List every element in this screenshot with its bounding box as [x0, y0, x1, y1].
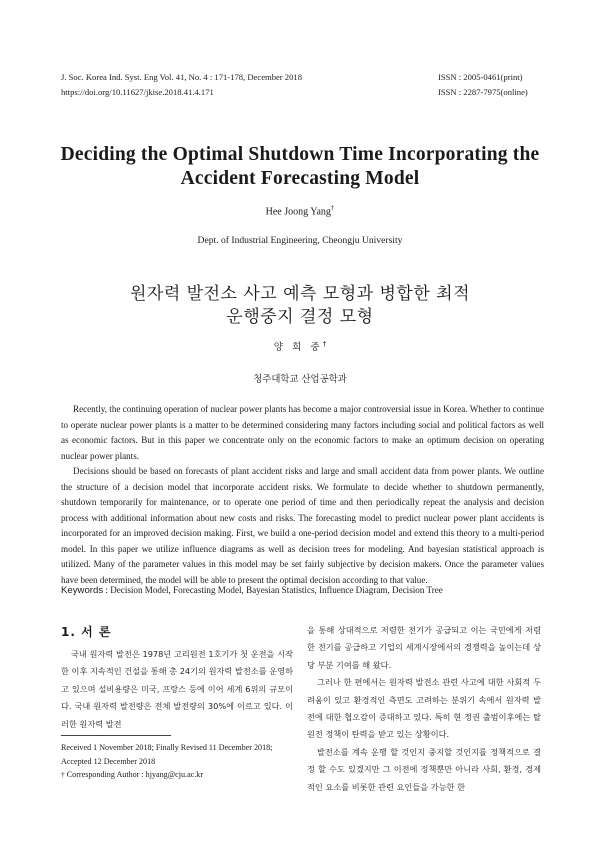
keywords: [61, 585, 544, 596]
author-korean: [0, 339, 600, 353]
corresponding-author: [61, 768, 293, 782]
title-ko-line-1: 원자력 발전소 사고 예측 모형과 병합한 최적: [129, 284, 471, 304]
issn-block: [438, 70, 558, 100]
affiliation-korean: 청주대학교 산업공학과: [253, 374, 347, 385]
footnote-mark: †: [61, 770, 65, 779]
issn-print: ISSN : 2005-0461(print): [438, 72, 523, 82]
title-en-line-1: Deciding the Optimal Shutdown Time Incorporating the: [60, 144, 540, 165]
title-ko-line-2: 운행중지 결정 모형: [226, 307, 374, 327]
paper-title-english: [40, 143, 560, 191]
abstract-paragraph-1: Recently, the continuing operation of nuclear power plants has become a major controversial issue in Korea. Whether to continue to operate nuclear power plants is a matter to be determined considering many factors including social and political factors as well as economic factors. But in this paper we concentrate only on the economic factors to make an optimum decision on operating nuclear power plants.: [61, 404, 544, 461]
corresponding-mark: †: [330, 204, 335, 212]
author-name-ko: 양 희 중: [273, 342, 323, 353]
body-column-left: [61, 646, 293, 733]
footnote-divider: [61, 735, 171, 736]
received-dates: Received 1 November 2018; Finally Revised 11 December 2018; Accepted 12 December 2018: [61, 743, 273, 766]
journal-header: [61, 70, 391, 100]
doi-link[interactable]: https://doi.org/10.11627/jkise.2018.41.4.171: [61, 87, 214, 97]
paper-title-korean: [40, 283, 560, 329]
intro-paragraph-2: 그러나 한 편에서는 원자력 발전소 관련 사고에 대한 사회적 두려움이 있고 환경적인 측면도 고려하는 분위기 속에서 원자력 발전에 대한 협오감이 증대하고 있다. 특히 현 정권 출범이후에는 탈 원전 정책이 탄력을 받고 있는 상황이다.: [307, 677, 541, 740]
section-heading-introduction: 1. 서 론: [61, 625, 112, 639]
abstract-paragraph-2: Decisions should be based on forecasts of plant accident risks and large and small accident data from power plants. We outline the structure of a decision model that incorporate accident risks. We formulate to decide whether to shutdown permanently, shutdown temporarily for maintenance, or to operate one period of time and then periodically repeat the analysis and decision process with additional information about new costs and risks. The forecasting model to predict nuclear power plant accidents is incorporated for an improved decision making. First, we build a one-period decision model and extend this theory to a multi-period model. In this paper we utilize influence diagrams as well as decision trees for modeling. And bayesian statistical approach is utilized. Many of the parameter values in this model may be set fairly subjective by decision makers. Once the parameter values have been determined, the model will be able to present the optimal decision according to that value.: [61, 466, 544, 585]
intro-paragraph-1: 국내 원자력 발전은 1978년 고리원전 1호기가 첫 운전을 시작한 이후 지속적인 건설을 통해 총 24기의 원자력 발전소를 운영하고 있으며 설비용량은 미국, 프랑스 등에 이어 세계 6위의 규모이다. 국내 원자력 발전량은 전체 발전량의 30%에 이르고 있다. 이러한 원자력 발전: [61, 649, 293, 729]
keywords-label: Keywords: [61, 585, 104, 596]
abstract: [61, 402, 544, 588]
title-en-line-2: Accident Forecasting Model: [180, 168, 420, 189]
corresponding-email[interactable]: Corresponding Author : hjyang@cju.ac.kr: [64, 770, 204, 779]
author-english: [0, 204, 600, 217]
intro-paragraph-3: 발전소를 계속 운행 할 것인지 중지할 것인지를 정책적으로 결정 할 수도 있겠지만 그 이전에 정책뿐만 아니라 사회, 환경, 경제적인 요소를 비롯한 관련 요인들을 가능한 한: [307, 746, 541, 792]
footnote: [61, 741, 293, 782]
journal-citation: J. Soc. Korea Ind. Syst. Eng Vol. 41, No. 4 : 171-178, December 2018: [61, 72, 302, 82]
issn-online: ISSN : 2287-7975(online): [438, 87, 528, 97]
corresponding-mark-ko: †: [322, 339, 327, 348]
affiliation-english: Dept. of Industrial Engineering, Cheongju University: [197, 235, 403, 246]
keywords-text: : Decision Model, Forecasting Model, Bayesian Statistics, Influence Diagram, Decision Tree: [103, 585, 443, 595]
intro-paragraph-1-cont: 을 통해 상대적으로 저렴한 전기가 공급되고 이는 국민에게 저렴한 전기를 공급하고 기업의 세계시장에서의 경쟁력을 높이는데 상당 부분 기여를 해 왔다.: [307, 625, 541, 670]
body-column-right: [307, 622, 541, 796]
author-name-en: Hee Joong Yang: [265, 206, 331, 218]
